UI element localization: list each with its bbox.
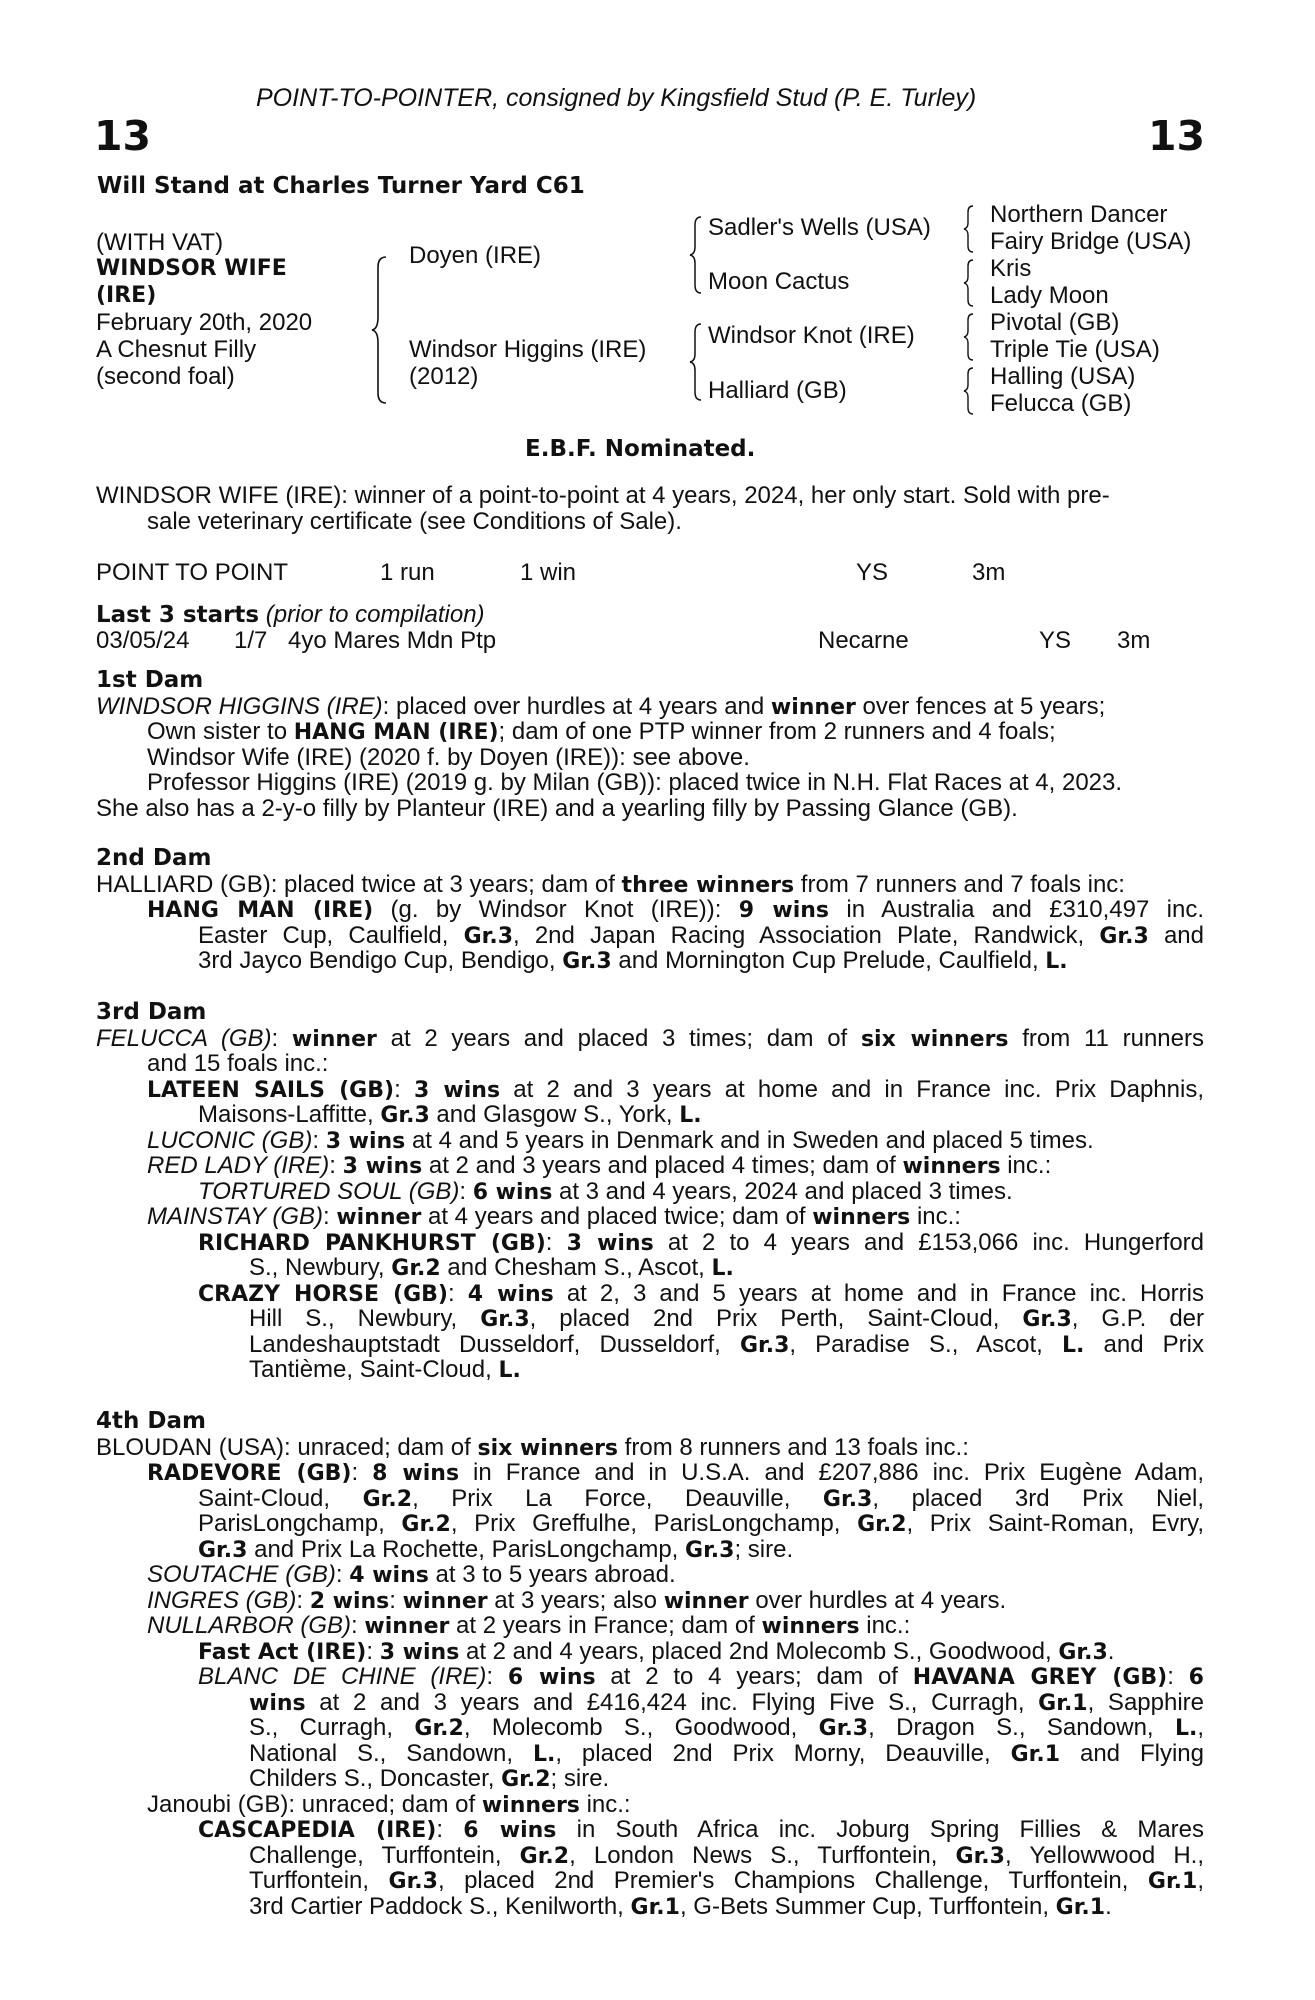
second-dam-line-1: [96, 872, 1204, 898]
bold-text: Gr.3: [562, 949, 612, 974]
bold-text: six winners: [477, 1435, 619, 1461]
race-course: Necarne: [818, 627, 909, 654]
fourth-dam-line-12: [96, 1715, 1204, 1741]
bold-text: LATEEN SAILS (GB): [147, 1077, 395, 1103]
text: :: [448, 1279, 468, 1307]
bold-text: Gr.3: [1022, 1307, 1072, 1332]
text: :: [486, 1663, 508, 1690]
fourth-dam-line-18: [96, 1868, 1204, 1894]
text: :: [329, 1152, 343, 1179]
text: over hurdles at 4 years.: [748, 1586, 1007, 1614]
fourth-dam-line-8: [96, 1613, 1204, 1639]
third-dam-line-3: [96, 1077, 1204, 1103]
bold-text: 9 wins: [738, 898, 830, 923]
third-dam-line-13: [96, 1332, 1204, 1358]
fourth-dam-line-16: [96, 1817, 1204, 1843]
third-dam-line-4: [96, 1102, 1204, 1128]
text: S., Curragh,: [249, 1714, 415, 1741]
third-dam-line-11: [96, 1281, 1204, 1307]
third-dam-line-6: [96, 1153, 1204, 1179]
bold-text: HANG MAN (IRE): [293, 720, 499, 745]
italic-name: LUCONIC (GB): [147, 1126, 313, 1154]
dam-name-line2: (2012): [409, 363, 479, 390]
text: , Yellowwood H.,: [1004, 1841, 1204, 1869]
dam-sire: Windsor Knot (IRE): [708, 322, 915, 349]
bold-text: Gr.2: [501, 1767, 551, 1792]
bold-text: 6 wins: [507, 1665, 596, 1690]
bold-text: Gr.2: [401, 1512, 451, 1537]
ptp-wins: 1 win: [520, 559, 577, 586]
last3-heading: Last 3 starts: [96, 602, 260, 628]
fourth-dam-line-10: [96, 1664, 1204, 1690]
third-dam-line-7: [96, 1179, 1204, 1205]
first-dam-name: WINDSOR HIGGINS (IRE): [96, 692, 383, 720]
italic-name: SOUTACHE (GB): [147, 1561, 336, 1588]
ped-gen3-4: Lady Moon: [990, 282, 1109, 309]
text: at 2 to 4 years and £153,066 inc. Hungerford: [653, 1228, 1205, 1256]
text: : placed over hurdles at 4 years and: [382, 692, 771, 720]
bold-text: Gr.3: [463, 923, 514, 949]
bold-text: winner: [364, 1614, 450, 1639]
bold-text: CASCAPEDIA (IRE): [198, 1818, 437, 1843]
text: ,: [1197, 1714, 1204, 1741]
bold-text: 2 wins: [309, 1588, 390, 1614]
bold-text: Gr.3: [480, 1307, 530, 1332]
race-date: 03/05/24: [96, 627, 190, 654]
bold-text: Gr.3: [1099, 923, 1149, 949]
fourth-dam-line-11: [96, 1690, 1204, 1716]
italic-name: FELUCCA (GB): [96, 1024, 272, 1052]
text: ; sire.: [550, 1765, 610, 1792]
text: , G-Bets Summer Cup, Turffontein,: [679, 1892, 1056, 1920]
text: :: [394, 1075, 414, 1103]
bold-text: Gr.3: [818, 1716, 869, 1741]
second-dam-heading: 2nd Dam: [96, 845, 212, 871]
bold-text: Gr.3: [822, 1486, 873, 1512]
pedigree-bracket-gen3-1: [962, 204, 976, 254]
bold-text: Gr.1: [1038, 1690, 1088, 1716]
third-dam-line-1: [96, 1026, 1204, 1052]
fourth-dam-heading: 4th Dam: [96, 1408, 206, 1434]
text: , London News S., Turffontein,: [569, 1841, 956, 1869]
ped-gen3-6: Triple Tie (USA): [990, 336, 1160, 363]
text: inc.:: [579, 1790, 631, 1818]
ped-gen3-2: Fairy Bridge (USA): [990, 228, 1192, 255]
text: Childers S., Doncaster,: [249, 1765, 502, 1792]
text: from 8 runners and 13 foals inc.:: [618, 1433, 969, 1461]
first-dam-heading: 1st Dam: [96, 667, 204, 693]
bold-text: 4 wins: [349, 1563, 429, 1588]
text: at 3 years; also: [487, 1586, 664, 1614]
text: :: [389, 1586, 403, 1614]
first-dam-line-2: [96, 719, 1204, 745]
third-dam-section: [96, 1000, 1204, 1383]
fourth-dam-line-1: [96, 1435, 1204, 1461]
bold-text: winner: [770, 694, 856, 720]
text: :: [436, 1816, 464, 1843]
bold-text: Gr.3: [955, 1843, 1005, 1869]
ped-gen3-3: Kris: [990, 255, 1032, 282]
text: ; sire.: [734, 1535, 794, 1563]
text: at 2 and 3 years and £416,424 inc. Flying Five S., Curragh,: [305, 1688, 1039, 1716]
horse-name-line2: (IRE): [96, 283, 157, 308]
text: Saint-Cloud,: [198, 1484, 363, 1512]
fourth-dam-line-17: [96, 1843, 1204, 1869]
last3-heading-line: [96, 602, 485, 629]
bold-text: six winners: [860, 1026, 1009, 1052]
text: and Prix: [1084, 1330, 1204, 1358]
bold-text: winner: [402, 1588, 488, 1614]
text: , placed 2nd Premier's Champions Challenge, Turffontein,: [437, 1867, 1148, 1894]
text: and Mornington Cup Prelude, Caulfield,: [611, 947, 1046, 974]
text: at 2, 3 and 5 years at home and in France inc. Horris: [553, 1279, 1204, 1307]
text: at 3 to 5 years abroad.: [428, 1561, 676, 1588]
text: Hill S., Newbury,: [249, 1305, 481, 1332]
third-dam-line-2: and 15 foals inc.:: [147, 1050, 329, 1077]
bold-text: Gr.3: [685, 1537, 735, 1563]
text: at 2 to 4 years; dam of: [595, 1663, 913, 1690]
bold-text: 3 wins: [566, 1230, 654, 1256]
vat-note: (WITH VAT): [96, 229, 224, 256]
text: HALLIARD (GB): placed twice at 3 years; dam of: [96, 870, 622, 898]
bold-text: Gr.1: [1147, 1869, 1198, 1894]
fourth-dam-line-15: [96, 1792, 1204, 1818]
first-dam-line-5: She also has a 2-y-o filly by Planteur (IRE) and a yearling filly by Passing Glance (GB).: [96, 794, 1018, 822]
bold-text: winners: [812, 1205, 911, 1230]
third-dam-line-10: [96, 1255, 1204, 1281]
text: , 2nd Japan Racing Association Plate, Randwick,: [513, 921, 1100, 949]
text: at 2 and 4 years, placed 2nd Molecomb S., Goodwood,: [459, 1637, 1059, 1665]
text: , Prix Greffulhe, ParisLongchamp,: [450, 1510, 858, 1537]
text: :: [459, 1177, 473, 1205]
text: :: [351, 1612, 365, 1639]
text: , Paradise S., Ascot,: [789, 1330, 1062, 1358]
pedigree-bracket-gen3-2: [962, 258, 976, 308]
text: inc.:: [910, 1203, 961, 1230]
race-distance: 3m: [1117, 627, 1151, 654]
text: at 2 years in France; dam of: [449, 1612, 762, 1639]
lot-number-right: 13: [1147, 112, 1205, 160]
bold-text: winner: [291, 1026, 377, 1052]
text: , Prix La Force, Deauville,: [412, 1484, 823, 1512]
ptp-runs: 1 run: [380, 559, 435, 586]
italic-name: NULLARBOR (GB): [147, 1612, 352, 1639]
third-dam-heading: 3rd Dam: [96, 999, 207, 1025]
summary-line-2: sale veterinary certificate (see Conditions of Sale).: [147, 507, 682, 535]
text: in Australia and £310,497 inc.: [829, 896, 1205, 923]
text: inc.:: [859, 1612, 911, 1639]
second-dam-line-2: [96, 897, 1204, 923]
text: over fences at 5 years;: [855, 692, 1106, 720]
italic-name: MAINSTAY (GB): [147, 1203, 324, 1230]
summary-paragraph: [96, 483, 1204, 534]
text: Janoubi (GB): unraced; dam of: [147, 1790, 482, 1818]
text: at 2 and 3 years at home and in France inc. Prix Daphnis,: [500, 1075, 1204, 1103]
race-going: YS: [1039, 627, 1072, 654]
fourth-dam-line-13: [96, 1741, 1204, 1767]
text: inc.:: [1000, 1152, 1052, 1179]
second-dam-line-3: [96, 923, 1204, 949]
third-dam-line-8: [96, 1204, 1204, 1230]
text: at 2 and 3 years and placed 4 times; dam of: [422, 1152, 903, 1179]
text: :: [366, 1637, 380, 1665]
ped-gen3-5: Pivotal (GB): [990, 309, 1120, 336]
fourth-dam-section: [96, 1409, 1204, 1919]
bold-text: 4 wins: [467, 1281, 554, 1307]
bold-text: winners: [761, 1614, 860, 1639]
text: :: [335, 1561, 350, 1588]
pedigree-bracket-sire: [688, 215, 704, 295]
italic-name: INGRES (GB): [147, 1586, 297, 1614]
bold-text: L.: [498, 1358, 521, 1383]
horse-foal-note: (second foal): [96, 363, 235, 390]
dam-name-line1: Windsor Higgins (IRE): [409, 336, 647, 363]
horse-name-line1: WINDSOR WIFE: [96, 256, 287, 281]
text: in South Africa inc. Joburg Spring Fillies & Mares: [556, 1816, 1204, 1843]
race-name: 4yo Mares Mdn Ptp: [288, 627, 497, 654]
bold-text: 3 wins: [325, 1128, 406, 1154]
bold-text: Gr.1: [1055, 1894, 1106, 1920]
text: , Molecomb S., Goodwood,: [463, 1714, 819, 1741]
text: at 2 years and placed 3 times; dam of: [376, 1024, 861, 1052]
second-dam-section: [96, 846, 1204, 974]
bold-text: HAVANA GREY (GB): [912, 1665, 1168, 1690]
bold-text: L.: [711, 1256, 734, 1281]
bold-text: L.: [1174, 1716, 1198, 1741]
second-dam-line-4: [96, 948, 1204, 974]
bold-text: 8 wins: [372, 1461, 460, 1486]
bold-text: Gr.3: [380, 1103, 430, 1128]
pedigree-bracket-main: [370, 255, 390, 405]
text: and Prix La Rochette, ParisLongchamp,: [247, 1535, 686, 1563]
bold-text: wins: [249, 1690, 306, 1716]
bold-text: Gr.1: [630, 1894, 680, 1920]
text: .: [1105, 1892, 1112, 1920]
text: BLOUDAN (USA): unraced; dam of: [96, 1433, 478, 1461]
text: and: [1148, 921, 1205, 949]
text: , Dragon S., Sandown,: [868, 1714, 1175, 1741]
fourth-dam-line-19: [96, 1894, 1204, 1920]
text: :: [323, 1203, 337, 1230]
bold-text: Fast Act (IRE): [198, 1639, 367, 1665]
bold-text: three winners: [621, 872, 795, 898]
bold-text: Gr.3: [739, 1332, 790, 1358]
bold-text: winner: [663, 1588, 749, 1614]
fourth-dam-line-14: [96, 1766, 1204, 1792]
ped-gen3-8: Felucca (GB): [990, 390, 1132, 417]
last3-note: (prior to compilation): [265, 601, 485, 628]
bold-text: Gr.2: [362, 1486, 413, 1512]
italic-name: BLANC DE CHINE (IRE): [198, 1663, 487, 1690]
horse-dob: February 20th, 2020: [96, 309, 313, 336]
bold-text: RADEVORE (GB): [147, 1461, 352, 1486]
sire-sire: Sadler's Wells (USA): [708, 214, 931, 241]
text: National S., Sandown,: [249, 1739, 533, 1767]
third-dam-line-5: [96, 1128, 1204, 1154]
fourth-dam-line-5: [96, 1537, 1204, 1563]
dam-dam: Halliard (GB): [708, 377, 847, 404]
text: , Prix Saint-Roman, Evry,: [906, 1510, 1204, 1537]
lot-number-left: 13: [94, 112, 152, 160]
page-header-title: POINT-TO-POINTER, consigned by Kingsfield Stud (P. E. Turley): [256, 84, 977, 112]
bold-text: 3 wins: [413, 1077, 501, 1103]
first-dam-line-1: [96, 694, 1204, 720]
pedigree-bracket-gen3-4: [962, 366, 976, 416]
text: and Glasgow S., York,: [429, 1101, 680, 1128]
bold-text: Gr.3: [1058, 1639, 1108, 1665]
fourth-dam-line-7: [96, 1588, 1204, 1614]
ped-gen3-1: Northern Dancer: [990, 201, 1168, 228]
text: from 7 runners and 7 foals inc:: [794, 870, 1125, 898]
bold-text: 6 wins: [463, 1818, 557, 1843]
text: :: [271, 1024, 292, 1052]
bold-text: winners: [481, 1792, 580, 1818]
text: :: [1167, 1663, 1189, 1690]
text: S., Newbury,: [249, 1254, 392, 1281]
text: ,: [1197, 1867, 1204, 1894]
sire-name: Doyen (IRE): [409, 242, 542, 269]
bold-text: Gr.3: [388, 1869, 438, 1894]
bold-text: Gr.1: [1010, 1741, 1061, 1767]
text: Easter Cup, Caulfield,: [198, 921, 464, 949]
first-dam-line-3: Windsor Wife (IRE) (2020 f. by Doyen (IRE)): see above.: [147, 743, 750, 771]
italic-name: TORTURED SOUL (GB): [198, 1177, 460, 1205]
text: in France and in U.S.A. and £207,886 inc. Prix Eugène Adam,: [459, 1459, 1204, 1486]
third-dam-line-12: [96, 1306, 1204, 1332]
bold-text: Gr.2: [414, 1716, 464, 1741]
text: from 11 runners: [1008, 1024, 1204, 1052]
bold-text: Gr.2: [391, 1256, 441, 1281]
fourth-dam-line-6: [96, 1562, 1204, 1588]
text: Landeshauptstadt Dusseldorf, Dusseldorf,: [249, 1330, 740, 1358]
bold-text: L.: [532, 1741, 556, 1767]
text: at 3 and 4 years, 2024 and placed 3 times.: [552, 1177, 1013, 1205]
text: Maisons-Laffitte,: [198, 1101, 381, 1128]
text: and Chesham S., Ascot,: [440, 1254, 712, 1281]
ped-gen3-7: Halling (USA): [990, 363, 1136, 390]
text: , G.P. der: [1071, 1305, 1205, 1332]
bold-text: Gr.3: [198, 1537, 248, 1563]
sire-dam: Moon Cactus: [708, 268, 850, 295]
third-dam-line-14: [96, 1357, 1204, 1383]
text: ParisLongchamp,: [198, 1510, 402, 1537]
text: :: [296, 1586, 310, 1614]
fourth-dam-line-9: [96, 1639, 1204, 1665]
bold-text: HANG MAN (IRE): [147, 898, 374, 923]
text: at 4 years and placed twice; dam of: [421, 1203, 813, 1230]
horse-description: A Chesnut Filly: [96, 336, 257, 363]
text: Turffontein,: [249, 1867, 389, 1894]
bold-text: Gr.2: [519, 1843, 570, 1869]
ptp-distance: 3m: [972, 559, 1006, 586]
pedigree-bracket-dam: [688, 322, 704, 402]
bold-text: 3 wins: [379, 1639, 460, 1665]
text: 3rd Cartier Paddock S., Kenilworth,: [249, 1892, 631, 1920]
summary-line-1: WINDSOR WIFE (IRE): winner of a point-to-point at 4 years, 2024, her only start. Sold with pre-: [96, 482, 1110, 509]
text: (g. by Windsor Knot (IRE)):: [373, 896, 739, 923]
bold-text: winner: [336, 1205, 422, 1230]
ptp-label: POINT TO POINT: [96, 559, 289, 586]
text: Challenge, Turffontein,: [249, 1841, 520, 1869]
text: , placed 3rd Prix Niel,: [872, 1484, 1204, 1512]
third-dam-line-9: [96, 1230, 1204, 1256]
italic-name: RED LADY (IRE): [147, 1152, 330, 1179]
text: , placed 2nd Prix Morny, Deauville,: [555, 1739, 1011, 1767]
text: :: [312, 1126, 326, 1154]
text: , Sapphire: [1087, 1688, 1205, 1716]
bold-text: L.: [1061, 1332, 1085, 1358]
bold-text: L.: [679, 1103, 702, 1128]
ebf-nominated: E.B.F. Nominated.: [525, 436, 756, 462]
race-position: 1/7: [234, 627, 268, 654]
bold-text: Gr.2: [857, 1512, 907, 1537]
first-dam-section: [96, 668, 1204, 821]
text: 3rd Jayco Bendigo Cup, Bendigo,: [198, 947, 563, 974]
text: at 4 and 5 years in Denmark and in Sweden and placed 5 times.: [405, 1126, 1094, 1154]
fourth-dam-line-2: [96, 1460, 1204, 1486]
bold-text: 6 wins: [472, 1179, 553, 1205]
bold-text: CRAZY HORSE (GB): [198, 1281, 448, 1307]
text: :: [351, 1459, 373, 1486]
bold-text: RICHARD PANKHURST (GB): [198, 1230, 546, 1256]
stand-location: Will Stand at Charles Turner Yard C61: [97, 173, 585, 199]
pedigree-bracket-gen3-3: [962, 312, 976, 362]
fourth-dam-line-4: [96, 1511, 1204, 1537]
text: .: [1107, 1637, 1115, 1665]
bold-text: 6: [1188, 1665, 1204, 1690]
text: , placed 2nd Prix Perth, Saint-Cloud,: [529, 1305, 1023, 1332]
first-dam-line-4: Professor Higgins (IRE) (2019 g. by Milan (GB)): placed twice in N.H. Flat Races at 4, 2023.: [147, 769, 1123, 796]
fourth-dam-line-3: [96, 1486, 1204, 1512]
text: Own sister to: [147, 718, 294, 745]
bold-text: L.: [1045, 949, 1068, 974]
ptp-going: YS: [856, 559, 889, 586]
text: Tantième, Saint-Cloud,: [249, 1356, 499, 1383]
text: :: [545, 1228, 567, 1256]
text: and Flying: [1060, 1739, 1204, 1767]
bold-text: 3 wins: [342, 1154, 423, 1179]
bold-text: winners: [902, 1154, 1001, 1179]
text: ; dam of one PTP winner from 2 runners and 4 foals;: [498, 718, 1056, 745]
